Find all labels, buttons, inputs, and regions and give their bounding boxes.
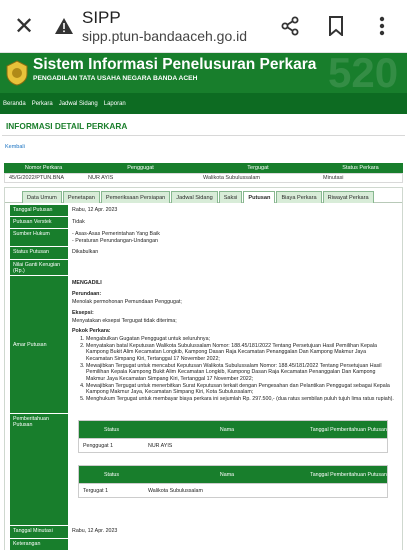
court-logo-icon (5, 60, 29, 86)
perundaan-text: Menolak permohonan Pemundaan Penggugat; (72, 298, 182, 305)
table-row (4, 173, 403, 183)
site-subtitle: PENGADILAN TATA USAHA NEGARA BANDA ACEH (33, 75, 198, 82)
list-item: 1. Mengabulkan Gugatan Penggugat untuk seluruhnya; (86, 336, 394, 343)
column-header: Tanggal Pemberitahuan Putusan (310, 471, 387, 478)
table-row (79, 438, 387, 452)
url-block[interactable] (82, 8, 257, 44)
column-header: Status (103, 426, 120, 433)
tab-putusan[interactable]: Putusan (243, 191, 275, 203)
eksepsi-text: Menyatakan eksepsi Tergugat tidak diterima; (72, 317, 177, 324)
column-header: Nomor Perkara (24, 165, 63, 171)
column-header: Tergugat (247, 165, 269, 171)
back-link[interactable]: Kembali (5, 144, 25, 150)
case-number: 45/G/2022/PTUN.BNA (9, 175, 65, 181)
plaintiff: NUR AYIS (88, 175, 114, 181)
defendant: Walikota Subulussalam (203, 175, 260, 181)
value-pemberitahuan-putusan (68, 414, 398, 526)
case-summary-table (4, 163, 403, 183)
eksepsi-label: Eksepsi: (72, 309, 94, 316)
amar-heading: MENGADILI (72, 280, 102, 286)
label-tanggal-minutasi: Tanggal Minutasi (10, 526, 68, 539)
notification-date (310, 439, 387, 452)
value-putusan-verstek: Tidak (72, 219, 85, 225)
column-header: Penggugat (127, 165, 154, 171)
tab-saksi[interactable]: Saksi (219, 191, 243, 203)
tab-riwayat-perkara[interactable]: Riwayat Perkara (323, 191, 374, 203)
url-text: sipp.ptun-bandaaceh.go.id (82, 27, 248, 44)
notification-table-plaintiff (78, 420, 388, 453)
nav-jadwal-sidang[interactable]: Jadwal Sidang (58, 100, 98, 107)
party-name: Walikota Subulussalam (148, 487, 203, 494)
value-sumber-hukum (68, 229, 398, 247)
putusan-detail (10, 205, 398, 550)
label-sumber-hukum: Sumber Hukum (10, 229, 68, 247)
value-keterangan (68, 539, 398, 550)
case-status: Minutasi (323, 175, 344, 181)
list-item: 5. Menghukum Tergugat untuk membayar biaya perkara ini sejumlah Rp. 297.500,- (dua ratus sembilan puluh tujuh lima ratus rupiah). (86, 396, 394, 403)
label-pemberitahuan-putusan: Pemberitahuan Putusan (10, 414, 68, 526)
tab-pemeriksaan-persiapan[interactable]: Pemeriksaan Persiapan (101, 191, 170, 203)
label-keterangan: Keterangan (10, 539, 68, 550)
column-header: Tanggal Pemberitahuan Putusan (310, 426, 387, 433)
value-tanggal-putusan: Rabu, 12 Apr. 2023 (72, 207, 118, 213)
label-tanggal-putusan: Tanggal Putusan (10, 205, 68, 217)
browser-toolbar (0, 0, 407, 53)
party-status: Tergugat 1 (83, 487, 109, 494)
tab-jadwal-sidang[interactable]: Jadwal Sidang (171, 191, 217, 203)
share-icon[interactable] (277, 13, 303, 39)
list-item: 3. Mewajibkan Tergugat untuk mencabut Keputusan Walikota Subulussalam Nomor: 188.45/181/2022 Tentang Persetujuan Hasil Pemilihan Kepala Kampong Bukit Alim Kecamatan Longkib, Kampong Dasan Raja Kecamatan Penanggalan Dan Kampong Makmur Jaya Kecamatan Simpang Kiri, Tertanggal 17 November 2022; (86, 363, 394, 383)
close-icon[interactable]: ✕ (14, 12, 35, 40)
site-title: Sistem Informasi Penelusuran Perkara (33, 56, 317, 73)
party-status: Penggugat 1 (83, 442, 114, 449)
value-tanggal-minutasi: Rabu, 12 Apr. 2023 (72, 528, 118, 534)
banner-watermark: 520 (328, 53, 399, 93)
tab-bar (5, 188, 402, 203)
column-header: Nama (219, 471, 235, 478)
column-header: Nama (219, 426, 235, 433)
value-status-putusan: Dikabulkan (72, 249, 99, 255)
column-header: Status (103, 471, 120, 478)
perundaan-label: Perundaan: (72, 290, 102, 297)
list-item: - Peraturan Perundangan-Undangan (72, 237, 158, 244)
pokok-label: Pokok Perkara: (72, 328, 111, 335)
tab-penetapan[interactable]: Penetapan (63, 191, 100, 203)
bookmark-icon[interactable] (323, 13, 349, 39)
more-menu-icon[interactable] (369, 13, 395, 39)
tab-biaya-perkara[interactable]: Biaya Perkara (276, 191, 321, 203)
warning-icon[interactable] (54, 17, 76, 35)
label-putusan-verstek: Putusan Verstek (10, 217, 68, 229)
label-nilai-ganti-kerugian: Nilai Ganti Kerugian (Rp.) (10, 260, 68, 276)
nav-laporan[interactable]: Laporan (103, 100, 126, 107)
list-item: - Asas-Asas Pemerintahan Yang Baik (72, 231, 160, 237)
site-header (0, 53, 407, 93)
nav-beranda[interactable]: Beranda (3, 100, 26, 107)
party-name: NUR AYIS (148, 442, 173, 449)
list-item: 2. Menyatakan batal Keputusan Walikota Subulussalam Nomor: 188.45/181/2022 Tentang Persetujuan Hasil Pemilihan Kepala Kampong Bukit Alim Kecamatan Longkib, Kampong Dasan Raja Kecamatan Penanggalan Dan Kampong Makmur Jaya Kecamatan Simpang Kiri, Tertanggal 17 November 2022; (86, 343, 394, 363)
top-nav (0, 93, 407, 114)
notification-table-defendant (78, 465, 388, 498)
column-header: Status Perkara (342, 165, 379, 171)
page-title: SIPP (82, 8, 121, 28)
nav-perkara[interactable]: Perkara (31, 100, 53, 107)
list-item: 4. Mewajibkan Tergugat untuk menerbitkan Surat Keputusan terkait dengan Pengesahan dan Pelantikan Penggugat sebagai Kepala Kampong Makmur Jaya, Kecamatan Simpang Kiri, Kota Subulussalam; (86, 383, 394, 396)
detail-tab-panel (4, 187, 403, 550)
value-nilai-ganti-kerugian (68, 260, 398, 276)
tab-data-umum[interactable]: Data Umum (22, 191, 62, 203)
label-amar-putusan: Amar Putusan (10, 276, 68, 414)
label-status-putusan: Status Putusan (10, 247, 68, 260)
section-title: INFORMASI DETAIL PERKARA (2, 114, 405, 136)
table-row (79, 483, 387, 497)
notification-date (310, 484, 387, 497)
value-amar-putusan (68, 276, 398, 414)
